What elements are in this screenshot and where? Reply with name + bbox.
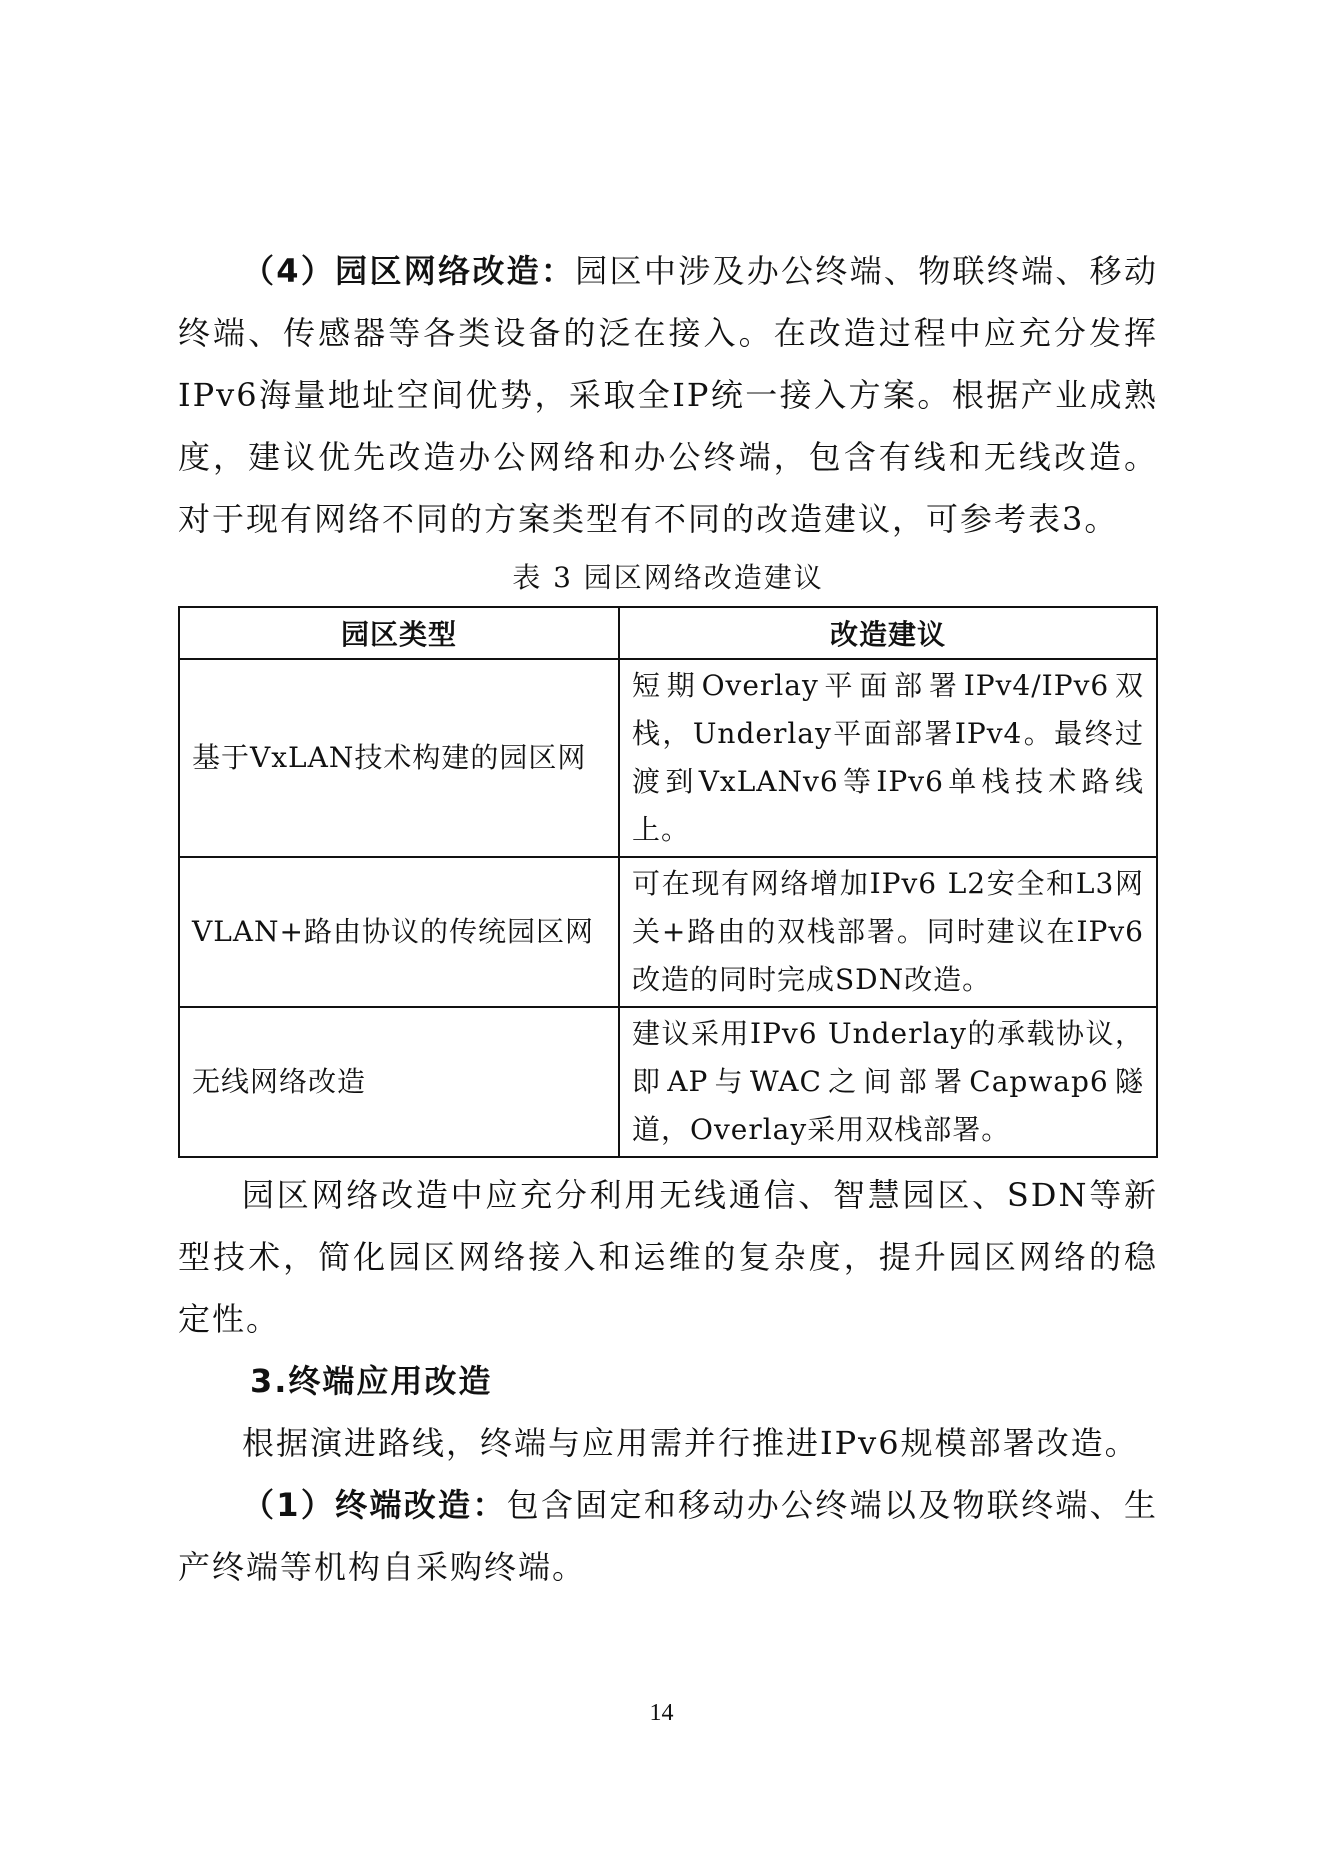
section-title-terminal: 3.终端应用改造 [250,1362,493,1400]
paragraph-campus-summary: 园区网络改造中应充分利用无线通信、智慧园区、SDN等新型技术，简化园区网络接入和运维的复杂度，提升园区网络的稳定性。 [178,1176,1158,1338]
table-cell-type: 基于VxLAN技术构建的园区网 [179,659,619,857]
paragraph-terminal-item1 [178,1474,1158,1598]
paragraph-heading: （4）园区网络改造： [242,252,576,290]
table-row [179,1007,1157,1157]
table-cell-advice: 短期Overlay平面部署IPv4/IPv6双栈，Underlay平面部署IPv4。最终过渡到VxLANv6等IPv6单栈技术路线上。 [619,659,1157,857]
table-row [179,857,1157,1007]
paragraph-campus-network [178,240,1158,550]
paragraph-heading: （1）终端改造： [242,1486,507,1524]
table-header-advice: 改造建议 [619,607,1157,659]
table-cell-type: VLAN+路由协议的传统园区网 [179,857,619,1007]
campus-network-table [178,606,1158,1158]
paragraph-text: 包含固定和移动办公终端以及物联终端、生产终端等机构自采购终端。 [178,1486,1158,1586]
table-cell-advice: 可在现有网络增加IPv6 L2安全和L3网关+路由的双栈部署。同时建议在IPv6改造的同时完成SDN改造。 [619,857,1157,1007]
table-cell-advice: 建议采用IPv6 Underlay的承载协议，即AP与WAC之间部署Capwap6隧道，Overlay采用双栈部署。 [619,1007,1157,1157]
table-header-type: 园区类型 [179,607,619,659]
document-body [178,240,1158,1598]
table-row [179,659,1157,857]
table-header-row [179,607,1157,659]
page-number: 14 [649,1700,674,1726]
table-cell-type: 无线网络改造 [179,1007,619,1157]
paragraph-text: 园区中涉及办公终端、物联终端、移动终端、传感器等各类设备的泛在接入。在改造过程中应充分发挥IPv6海量地址空间优势，采取全IP统一接入方案。根据产业成熟度，建议优先改造办公网络和办公终端，包含有线和无线改造。对于现有网络不同的方案类型有不同的改造建议，可参考表3。 [178,252,1158,538]
paragraph-terminal-intro: 根据演进路线，终端与应用需并行推进IPv6规模部署改造。 [242,1424,1139,1462]
table-caption: 表 3 园区网络改造建议 [512,561,824,594]
